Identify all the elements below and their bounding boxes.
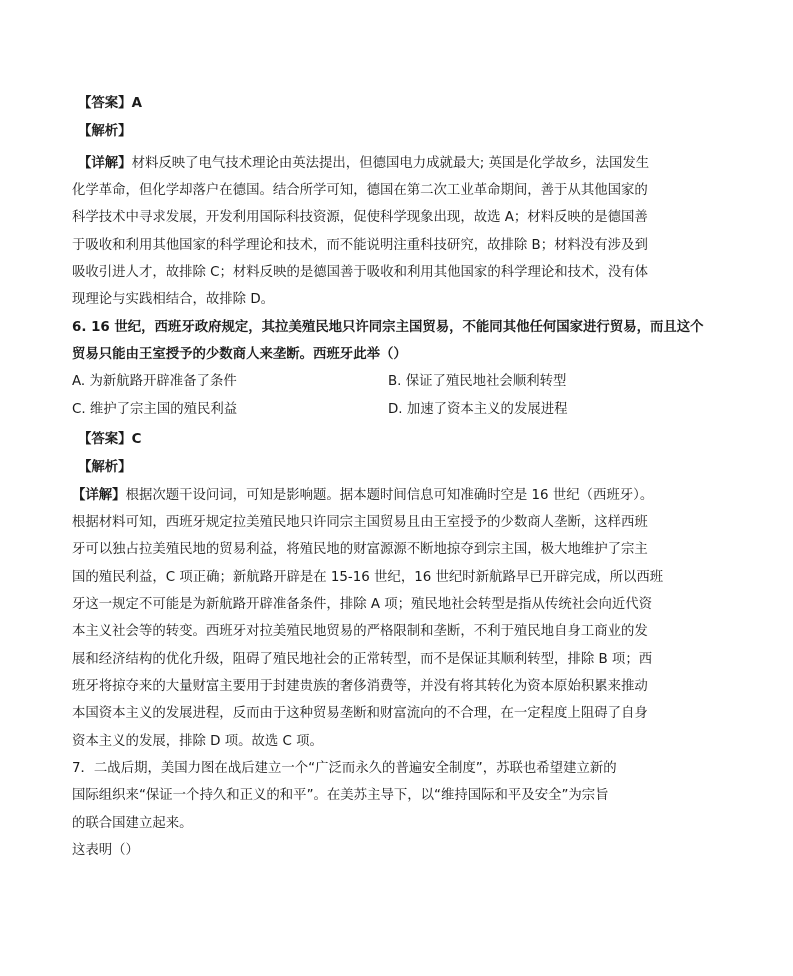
answer-label: 【答案】 <box>78 432 132 447</box>
q6-analysis-label: 【解析】 <box>78 460 132 475</box>
q7-stem: 国际组织来“保证一个持久和正义的和平”。在美苏主导下，以“维持国际和平及安全”为宗旨 <box>72 788 609 803</box>
q7-stem: 7．二战后期，美国力图在战后建立一个“广泛而永久的普遍安全制度”，苏联也希望建立新的 <box>72 761 617 776</box>
answer-label: 【答案】 <box>78 96 132 111</box>
q6-stem: 贸易只能由王室授予的少数商人来垄断。西班牙此举（） <box>72 347 407 362</box>
q6-option-c: C. 维护了宗主国的殖民利益 <box>72 402 238 417</box>
detail-text: 根据次题干设问词，可知是影响题。据本题时间信息可知准确时空是 16 世纪（西班牙）。 <box>125 488 654 503</box>
q6-option-b: B. 保证了殖民地社会顺利转型 <box>388 374 567 389</box>
q6-option-a: A. 为新航路开辟准备了条件 <box>72 374 237 389</box>
q5-detail-line: 科学技术中寻求发展，开发利用国际科技资源，促使科学现象出现，故选 A；材料反映的是德国善 <box>72 210 648 225</box>
q6-detail-line: 根据材料可知，西班牙规定拉美殖民地只许同宗主国贸易且由王室授予的少数商人垄断，这样西班 <box>72 515 648 530</box>
q6-option-d: D. 加速了资本主义的发展进程 <box>388 402 568 417</box>
q5-detail-line: 吸收引进人才，故排除 C；材料反映的是德国善于吸收和利用其他国家的科学理论和技术，没有体 <box>72 265 649 280</box>
q6-detail-line: 牙这一规定不可能是为新航路开辟准备条件，排除 A 项；殖民地社会转型是指从传统社会向近代资 <box>72 597 653 612</box>
q5-analysis-label: 【解析】 <box>78 124 132 139</box>
q6-answer <box>78 431 141 449</box>
q7-stem: 这表明（） <box>72 843 139 858</box>
q6-detail-line <box>72 487 653 505</box>
q5-detail-line: 现理论与实践相结合，故排除 D。 <box>72 292 275 307</box>
detail-text: 材料反映了电气技术理论由英法提出，但德国电力成就最大; 英国是化学故乡，法国发生 <box>131 156 650 171</box>
q5-answer <box>78 95 142 113</box>
q6-detail-line: 牙可以独占拉美殖民地的贸易利益，将殖民地的财富源源不断地掠夺到宗主国，极大地维护了宗主 <box>72 542 648 557</box>
q6-detail-line: 班牙将掠夺来的大量财富主要用于封建贵族的奢侈消费等，并没有将其转化为资本原始积累来推动 <box>72 679 648 694</box>
q7-stem: 的联合国建立起来。 <box>72 816 193 831</box>
detail-label: 【详解】 <box>78 156 132 171</box>
answer-value: C <box>131 432 142 447</box>
q6-detail-line: 资本主义的发展，排除 D 项。故选 C 项。 <box>72 734 323 749</box>
q6-detail-line: 本国资本主义的发展进程，反而由于这种贸易垄断和财富流向的不合理，在一定程度上阻碍了自身 <box>72 706 648 721</box>
detail-label: 【详解】 <box>72 488 126 503</box>
q6-detail-line: 展和经济结构的优化升级，阻碍了殖民地社会的正常转型，而不是保证其顺利转型，排除 B 项；西 <box>72 652 653 667</box>
q6-detail-line: 本主义社会等的转变。西班牙对拉美殖民地贸易的严格限制和垄断，不利于殖民地自身工商业的发 <box>72 624 648 639</box>
answer-value: A <box>131 96 142 111</box>
q6-stem: 6. 16 世纪，西班牙政府规定，其拉美殖民地只许同宗主国贸易，不能同其他任何国家进行贸易，而且这个 <box>72 320 704 335</box>
q6-detail-line: 国的殖民利益，C 项正确；新航路开辟是在 15-16 世纪，16 世纪时新航路早已开辟完成，所以西班 <box>72 570 664 585</box>
q5-detail-line: 于吸收和利用其他国家的科学理论和技术，而不能说明注重科技研究，故排除 B；材料没有涉及到 <box>72 238 648 253</box>
q5-detail-line: 化学革命，但化学却落户在德国。结合所学可知，德国在第二次工业革命期间，善于从其他国家的 <box>72 183 648 198</box>
q5-detail-line <box>78 155 649 173</box>
